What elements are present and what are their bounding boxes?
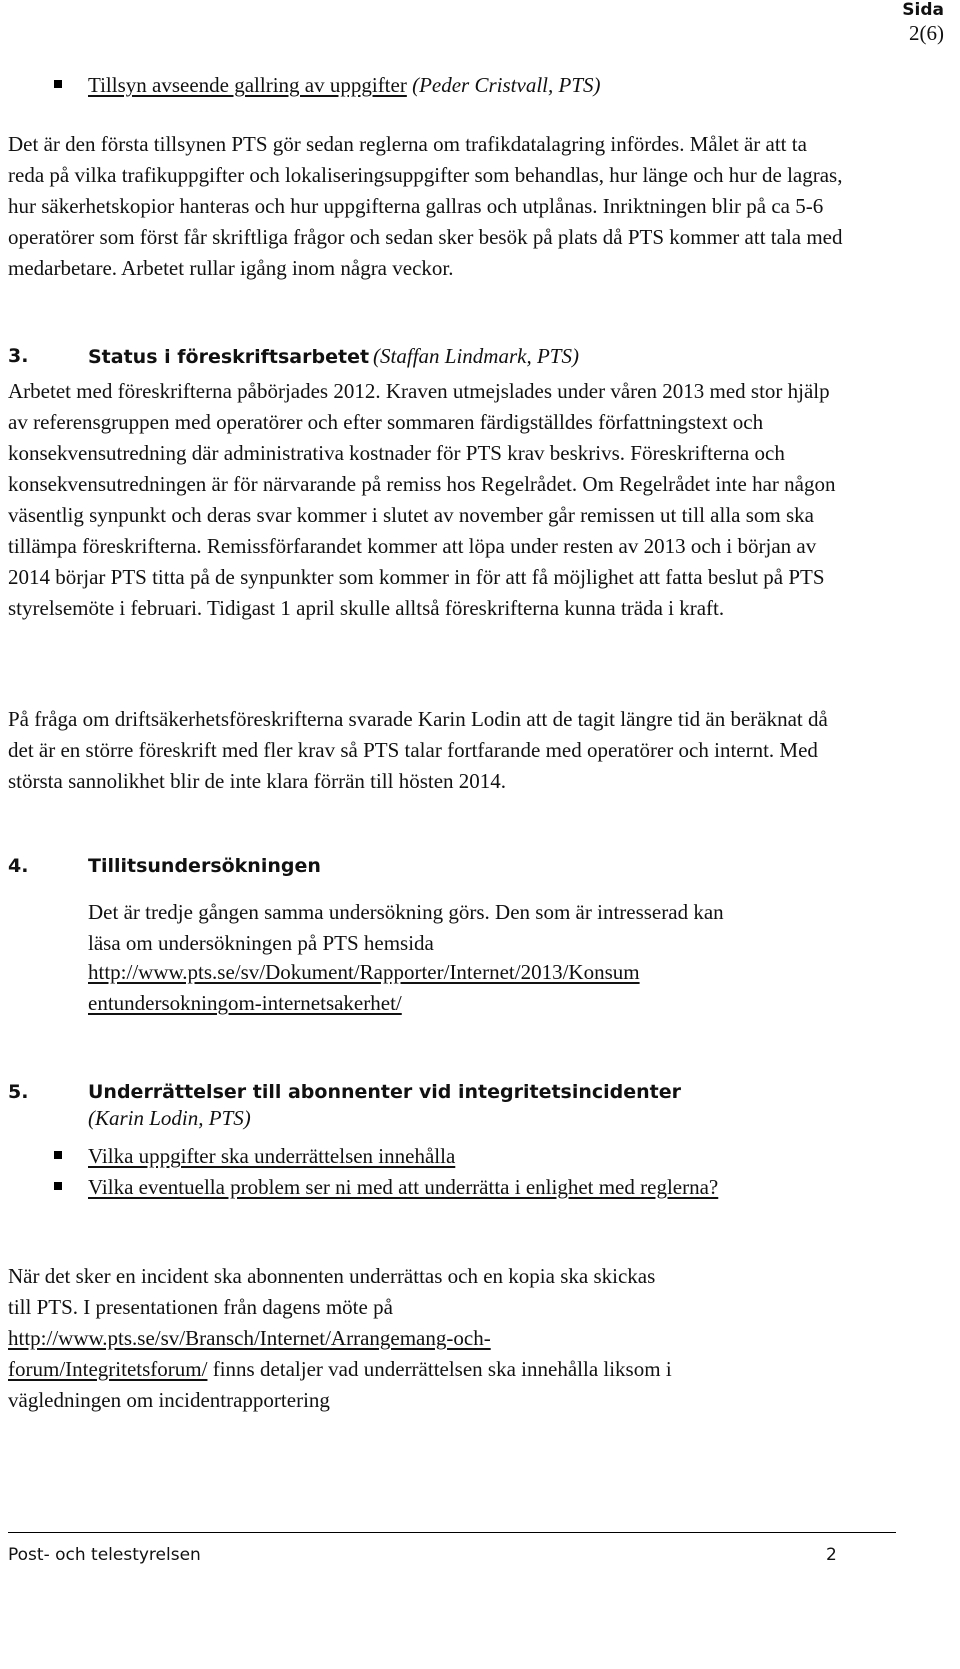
section5-para-after-link: finns detaljer vad underrättelsen ska innehålla liksom i bbox=[207, 1357, 672, 1381]
tillsyn-bullet bbox=[88, 70, 908, 101]
section5-link-line2[interactable]: forum/Integritetsforum/ bbox=[8, 1357, 208, 1381]
section5-bullet-2[interactable]: Vilka eventuella problem ser ni med att underrätta i enlighet med reglerna? bbox=[88, 1175, 719, 1199]
section4-link[interactable] bbox=[88, 957, 928, 1019]
section5-link-line1[interactable]: http://www.pts.se/sv/Bransch/Internet/Arrangemang-och- bbox=[8, 1326, 491, 1350]
section4-link-line1[interactable]: http://www.pts.se/sv/Dokument/Rapporter/Internet/2013/Konsum bbox=[88, 960, 640, 984]
section5-person: (Karin Lodin, PTS) bbox=[88, 1106, 251, 1130]
section4-title: Tillitsundersökningen bbox=[88, 855, 321, 877]
section5-bullet-2-wrap bbox=[88, 1172, 788, 1203]
section3-paragraph1: Arbetet med föreskrifterna påbörjades 2012. Kraven utmejslades under våren 2013 med stor hjälp av referensgruppen med operatörer och efter sommaren färdigställdes författningstext och konsekvensutredning där administrativa kostnader för PTS krav beskrivs. Föreskrifterna och konsekvensutredningen är för närvarande på remiss hos Regelrådet. Om Regelrådet inte har någon väsentlig synpunkt och deras svar kommer i slutet av november går remissen ut till alla som ska tillämpa föreskrifterna. Remissförfarandet kommer att löpa under resten av 2013 och i början av 2014 börjar PTS titta på de synpunkter som kommer in för att få möjlighet att fatta beslut på PTS styrelsemöte i februari. Tidigast 1 april skulle alltså föreskrifterna kunna träda i kraft. bbox=[8, 379, 836, 620]
bullet-square-icon bbox=[54, 1151, 62, 1159]
section4-paragraph: Det är tredje gången samma undersökning görs. Den som är intresserad kan läsa om undersökningen på PTS hemsida bbox=[88, 900, 724, 955]
footer-org: Post- och telestyrelsen bbox=[8, 1545, 201, 1565]
page-label: Sida bbox=[902, 0, 944, 20]
section5-para-line2: till PTS. I presentationen från dagens möte på bbox=[8, 1295, 393, 1319]
page-counter: 2(6) bbox=[909, 21, 944, 45]
section3-number: 3. bbox=[8, 345, 29, 367]
section5-title: Underrättelser till abonnenter vid integritetsincidenter bbox=[88, 1081, 682, 1103]
section3-paragraph2: På fråga om driftsäkerhetsföreskrifterna svarade Karin Lodin att de tagit längre tid än beräknat då det är en större föreskrift med fler krav så PTS talar fortfarande med operatörer och internt. Med största sannolikhet blir de inte klara förrän till hösten 2014. bbox=[8, 707, 828, 793]
section5-number: 5. bbox=[8, 1081, 29, 1103]
footer-page-number: 2 bbox=[826, 1545, 837, 1565]
section5-para-line4: vägledningen om incidentrapportering bbox=[8, 1388, 330, 1412]
bullet-square-icon bbox=[54, 80, 62, 88]
section5-paragraph bbox=[8, 1261, 888, 1416]
section5-bullet-1[interactable]: Vilka uppgifter ska underrättelsen innehålla bbox=[88, 1144, 456, 1168]
section5-para-line1: När det sker en incident ska abonnenten underrättas och en kopia ska skickas bbox=[8, 1264, 656, 1288]
tillsyn-person: (Peder Cristvall, PTS) bbox=[412, 73, 601, 97]
section3-heading bbox=[88, 341, 908, 374]
bullet-square-icon bbox=[54, 1182, 62, 1190]
section4-link-line2[interactable]: entundersokningom-internetsakerhet/ bbox=[88, 991, 402, 1015]
tillsyn-paragraph: Det är den första tillsynen PTS gör sedan reglerna om trafikdatalagring infördes. Målet är att ta reda på vilka trafikuppgifter och lokaliseringsuppgifter som behandlas, hur länge och hur de lagras, hur säkerhetskopior hanteras och hur uppgifterna gallras och utplånas. Inriktningen blir på ca 5-6 operatörer som först får skriftliga frågor och sedan sker besök på plats då PTS kommer att tala med medarbetare. Arbetet rullar igång inom några veckor. bbox=[8, 132, 843, 280]
footer-divider bbox=[8, 1532, 896, 1533]
section4-number: 4. bbox=[8, 855, 29, 877]
section3-person: (Staffan Lindmark, PTS) bbox=[373, 344, 579, 368]
tillsyn-link[interactable]: Tillsyn avseende gallring av uppgifter bbox=[88, 73, 407, 97]
section3-title: Status i föreskriftsarbetet bbox=[88, 346, 370, 368]
